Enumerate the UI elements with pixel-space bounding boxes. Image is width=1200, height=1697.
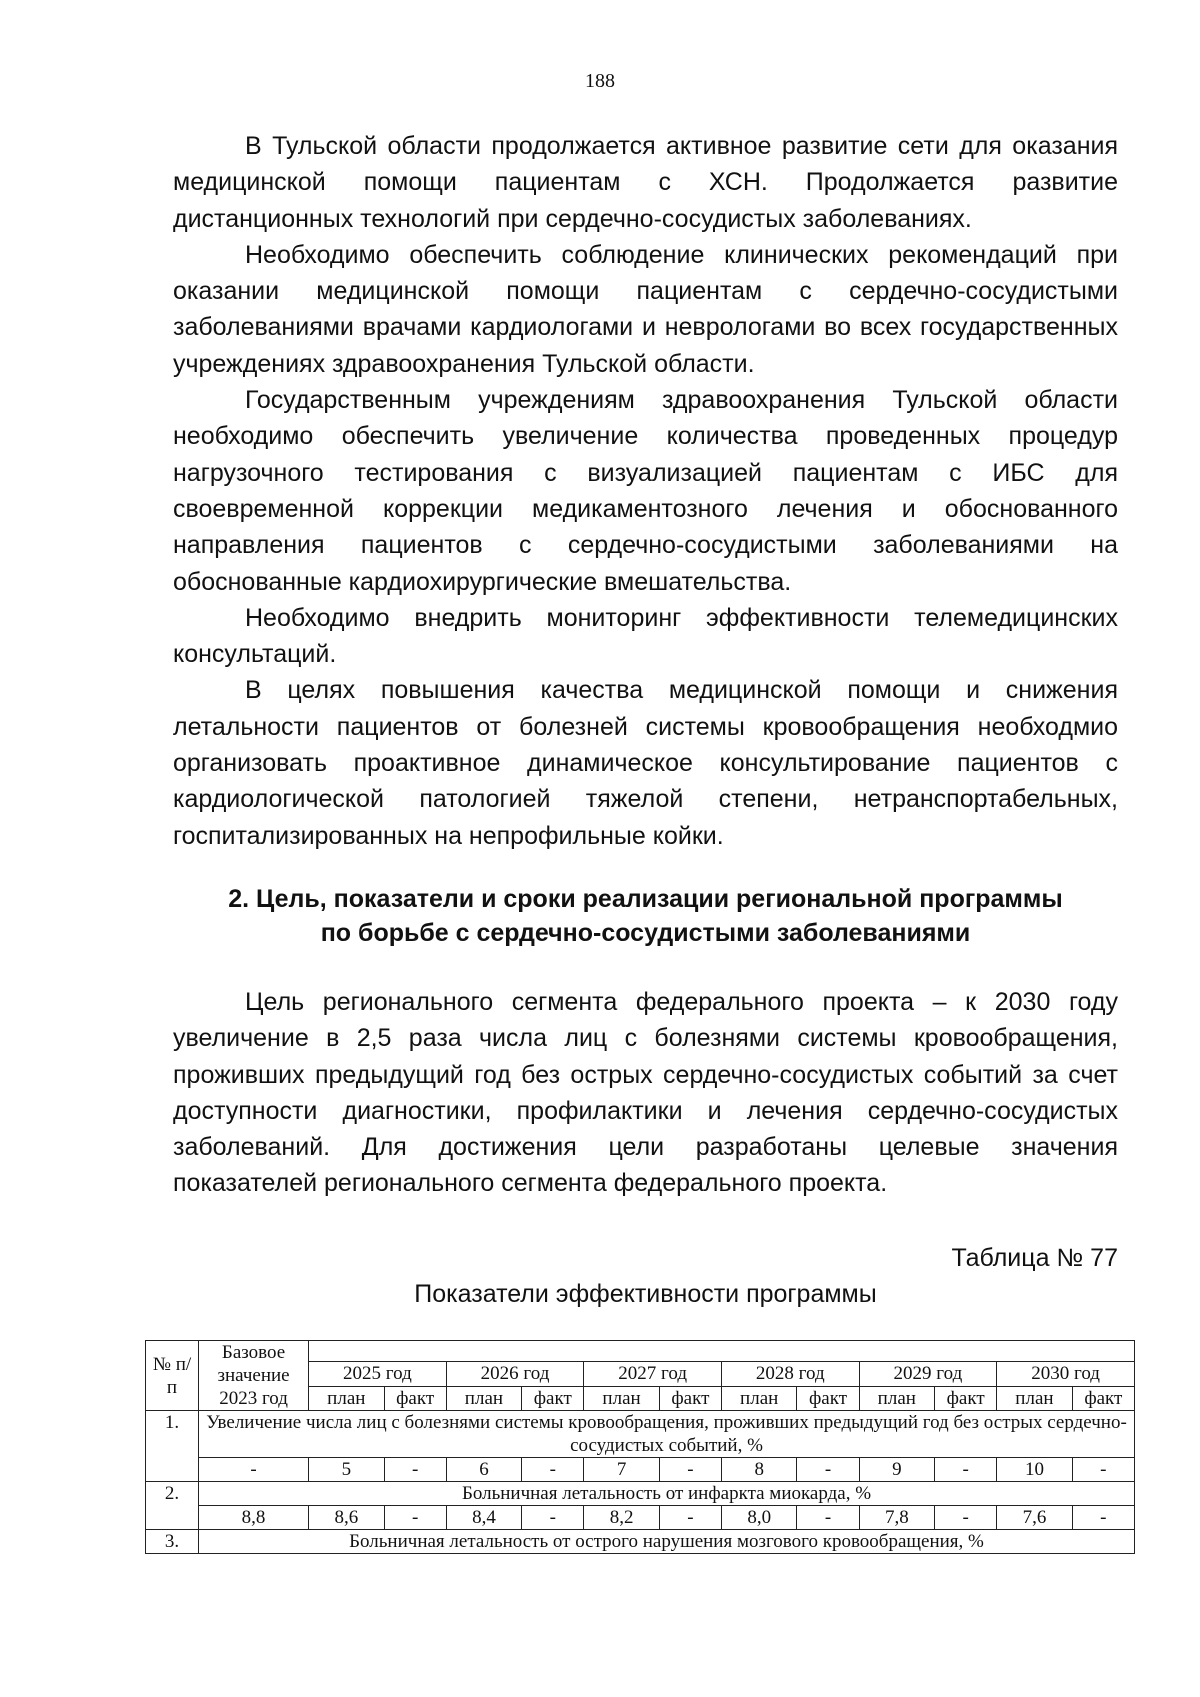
row-2-value: 7,6: [997, 1506, 1072, 1530]
body-text: [173, 128, 1118, 1312]
row-2-value: -: [935, 1506, 997, 1530]
row-2-value: 8,4: [446, 1506, 521, 1530]
paragraph-proactive-consulting: В целях повышения качества медицинской помощи и снижения летальности пациентов от болезней системы кровообращения необходмио организовать проактивное динамическое консультирование пациентов с кардиологической патологией тяжелой степени, нетранспортабельных, госпитализированных на непрофильные койки.: [173, 676, 1118, 850]
paragraph-clinical-guidelines: Необходимо обеспечить соблюдение клинических рекомендаций при оказании медицинской помощи пациентам с сердечно-сосудистыми заболеваниями врачами кардиологами и неврологами во всех государственных учреждениях здравоохранения Тульской области.: [173, 240, 1118, 378]
row-2-value: 8,6: [309, 1506, 384, 1530]
row-1-base: -: [199, 1458, 309, 1482]
paragraph-telemedicine: Необходимо внедрить мониторинг эффективности телемедицинских консультаций.: [173, 603, 1118, 669]
table-header-row-1: [146, 1341, 1135, 1362]
row-2-value: -: [659, 1506, 721, 1530]
table-label: Таблица № 77: [951, 1243, 1118, 1272]
header-year-2025: 2025 год: [309, 1362, 447, 1387]
header-plan: план: [997, 1386, 1072, 1411]
row-3-indicator: Больничная летальность от острого нарушения мозгового кровообращения, %: [199, 1530, 1135, 1554]
table-title: Показатели эффективности программы: [414, 1280, 877, 1309]
paragraph-tula-network: В Тульской области продолжается активное развитие сети для оказания медицинской помощи пациентам с ХСН. Продолжается развитие дистанционных технологий при сердечно-сосудистых заболеваниях.: [173, 132, 1118, 233]
header-fact: факт: [1072, 1386, 1134, 1411]
section-heading-line-2: по борьбе с сердечно-сосудистыми заболеваниями: [320, 918, 971, 947]
row-2-value: -: [1072, 1506, 1134, 1530]
header-fact: факт: [522, 1386, 584, 1411]
row-2-base: 8,8: [199, 1506, 309, 1530]
paragraph-stress-testing: Государственным учреждениям здравоохранения Тульской области необходимо обеспечить увеличение количества проведенных процедур нагрузочного тестирования с визуализацией пациентам с ИБС для своевременной коррекции медикаментозного лечения и обоснованного направления пациентов с сердечно-сосудистыми заболеваниями на обоснованные кардиохирургические вмешательства.: [173, 386, 1118, 596]
header-year-2028: 2028 год: [721, 1362, 859, 1387]
header-plan: план: [446, 1386, 521, 1411]
header-plan: план: [309, 1386, 384, 1411]
row-1-indicator: Увеличение числа лиц с болезнями системы кровообращения, проживших предыдущий год без острых сердечно-сосудистых событий, %: [199, 1411, 1135, 1458]
header-year-2026: 2026 год: [446, 1362, 584, 1387]
row-2-num: 2.: [146, 1482, 199, 1530]
row-1-value: -: [935, 1458, 997, 1482]
row-2-indicator: Больничная летальность от инфаркта миокарда, %: [199, 1482, 1135, 1506]
header-year-2030: 2030 год: [997, 1362, 1135, 1387]
row-1-value: 8: [721, 1458, 796, 1482]
row-1-value: 7: [584, 1458, 659, 1482]
table-row-3-title: [146, 1530, 1135, 1554]
row-1-value: 5: [309, 1458, 384, 1482]
section-heading: [173, 882, 1118, 950]
row-1-value: 6: [446, 1458, 521, 1482]
header-fact: факт: [384, 1386, 446, 1411]
header-plan: план: [584, 1386, 659, 1411]
row-1-value: 9: [859, 1458, 934, 1482]
header-years-group: [309, 1341, 1135, 1362]
header-base-value: Базовое значение 2023 год: [199, 1341, 309, 1411]
row-2-value: -: [797, 1506, 859, 1530]
row-2-value: 8,0: [721, 1506, 796, 1530]
header-plan: план: [721, 1386, 796, 1411]
page-number: 188: [585, 70, 615, 92]
row-2-value: -: [522, 1506, 584, 1530]
table-row-2-values: [146, 1506, 1135, 1530]
table-row-1-title: [146, 1411, 1135, 1458]
paragraph-program-goal: Цель регионального сегмента федерального проекта – к 2030 году увеличение в 2,5 раза числа лиц с болезнями системы кровообращения, проживших предыдущий год без острых сердечно-сосудистых событий за счет доступности диагностики, профилактики и лечения сердечно-сосудистых заболеваний. Для достижения цели разработаны целевые значения показателей регионального сегмента федерального проекта.: [173, 987, 1118, 1198]
row-2-value: -: [384, 1506, 446, 1530]
header-fact: факт: [797, 1386, 859, 1411]
row-1-value: -: [659, 1458, 721, 1482]
header-fact: факт: [659, 1386, 721, 1411]
header-year-2029: 2029 год: [859, 1362, 997, 1387]
row-1-value: 10: [997, 1458, 1072, 1482]
row-3-num: 3.: [146, 1530, 199, 1554]
header-plan: план: [859, 1386, 934, 1411]
header-year-2027: 2027 год: [584, 1362, 722, 1387]
table-row-2-title: [146, 1482, 1135, 1506]
table-row-1-values: [146, 1458, 1135, 1482]
row-1-value: -: [384, 1458, 446, 1482]
row-1-value: -: [1072, 1458, 1134, 1482]
row-2-value: 7,8: [859, 1506, 934, 1530]
row-2-value: 8,2: [584, 1506, 659, 1530]
header-num: № п/п: [146, 1341, 199, 1411]
row-1-value: -: [522, 1458, 584, 1482]
row-1-num: 1.: [146, 1411, 199, 1482]
row-1-value: -: [797, 1458, 859, 1482]
section-heading-line-1: 2. Цель, показатели и сроки реализации региональной программы: [228, 884, 1063, 913]
header-fact: факт: [935, 1386, 997, 1411]
metrics-table: [145, 1340, 1135, 1554]
